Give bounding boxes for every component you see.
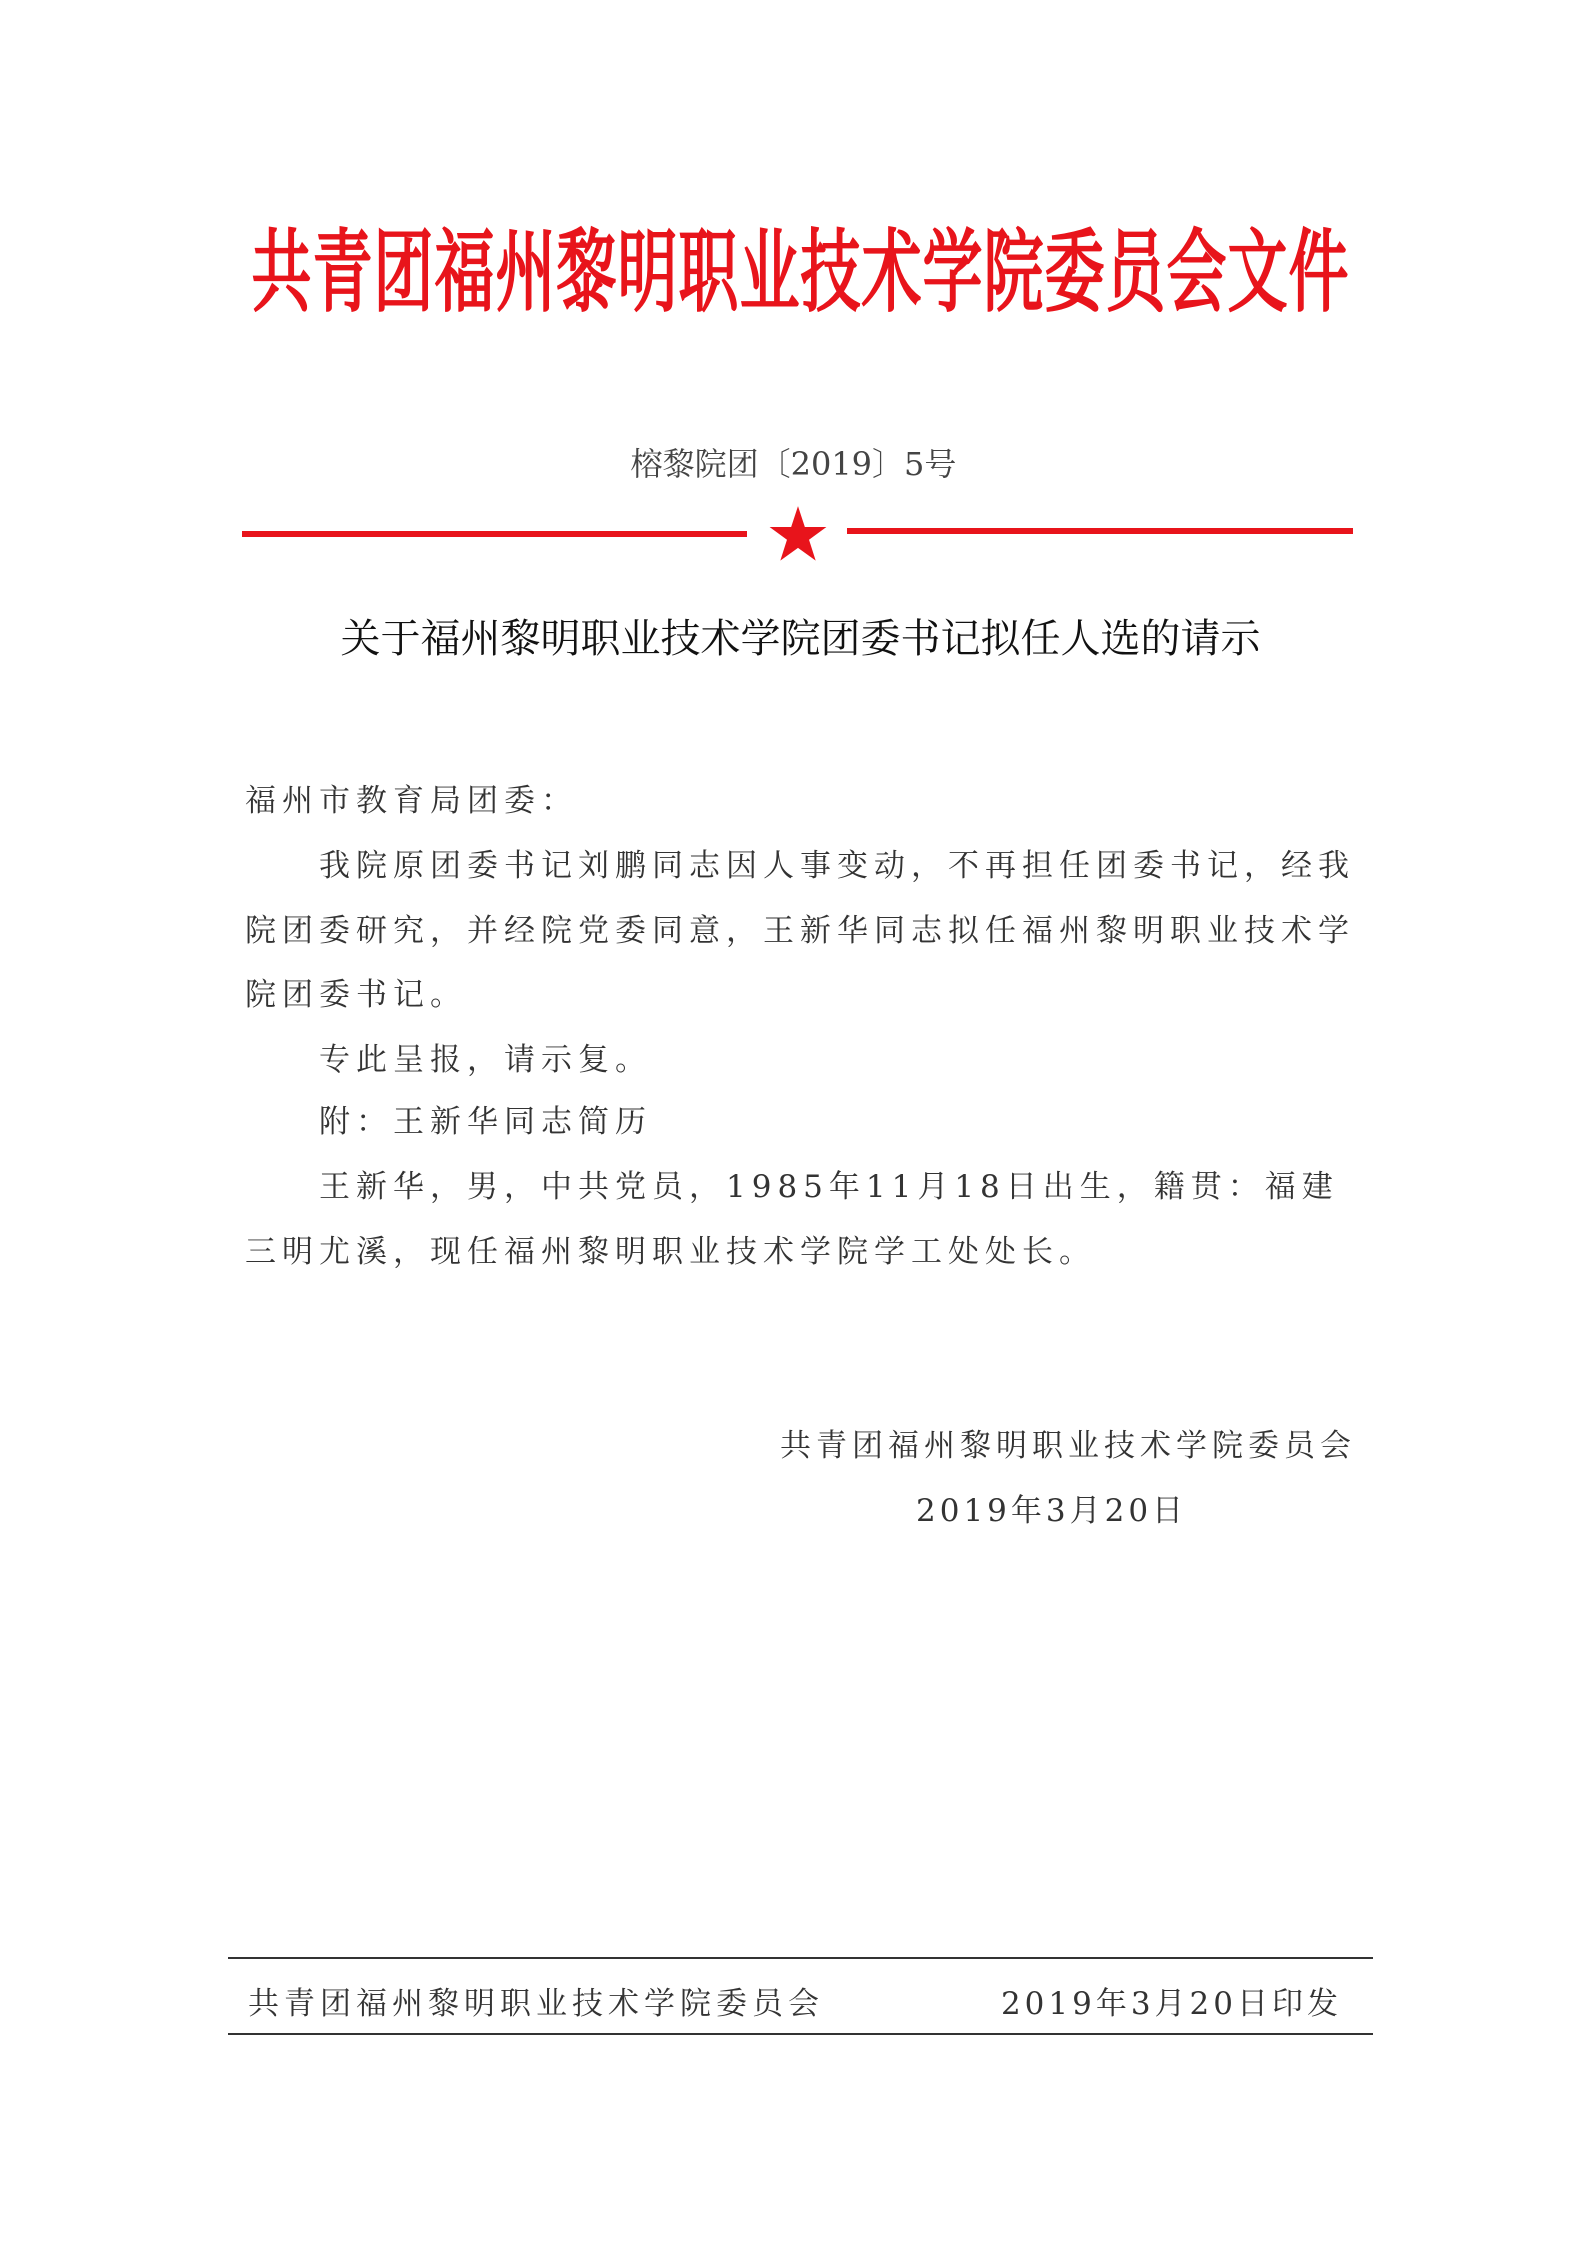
body-line: 王新华，男，中共党员，1985年11月18日出生，籍贯：福建 (319, 1169, 1339, 1205)
signature-organization: 共青团福州黎明职业技术学院委员会 (780, 1428, 1356, 1464)
body-line: 院团委研究，并经院党委同意，王新华同志拟任福州黎明职业技术学 (245, 913, 1355, 949)
body-line: 我院原团委书记刘鹏同志因人事变动，不再担任团委书记，经我 (319, 848, 1355, 884)
signature-date: 2019年3月20日 (916, 1493, 1188, 1529)
body-line: 专此呈报，请示复。 (319, 1042, 652, 1078)
attachment-line: 附：王新华同志简历 (319, 1104, 652, 1140)
footer-issue-date: 2019年3月20日印发 (1000, 1986, 1342, 2022)
document-header-title: 共青团福州黎明职业技术学院委员会文件 (251, 220, 1350, 326)
document-number: 榕黎院团〔2019〕5号 (630, 445, 957, 483)
red-divider-right (847, 528, 1353, 534)
salutation: 福州市教育局团委： (245, 783, 578, 819)
red-divider-left (242, 531, 747, 537)
footer-organization: 共青团福州黎明职业技术学院委员会 (248, 1986, 824, 2022)
body-line: 院团委书记。 (245, 977, 467, 1013)
document-subject: 关于福州黎明职业技术学院团委书记拟任人选的请示 (340, 616, 1261, 662)
footer-bottom-rule (228, 2033, 1373, 2035)
body-line: 三明尤溪，现任福州黎明职业技术学院学工处处长。 (245, 1234, 1096, 1270)
footer-top-rule (228, 1957, 1373, 1959)
star-icon (769, 505, 827, 563)
